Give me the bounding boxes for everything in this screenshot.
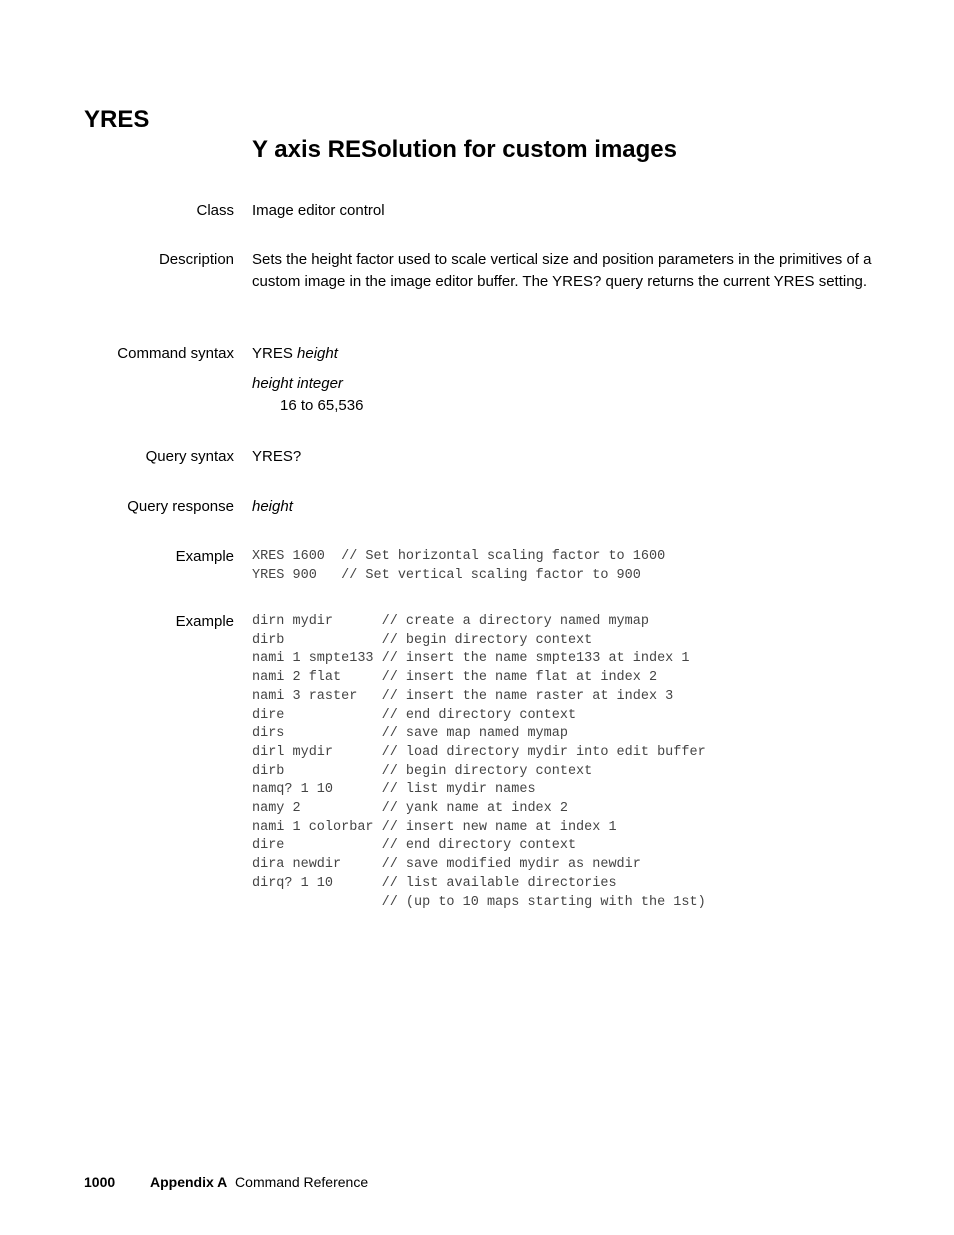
command-syntax-line [252,343,872,365]
command-syntax [252,343,872,417]
example-code-1: XRES 1600 // Set horizontal scaling factor to 1600 YRES 900 // Set vertical scaling factor to 900 [252,549,666,583]
command-title: Y axis RESolution for custom images [252,136,677,163]
query-syntax-label: Query syntax [145,448,234,465]
example-label-1: Example [175,548,234,565]
example-label-2: Example [175,613,234,630]
command-name: YRES [84,106,150,133]
footer-section: Command Reference [235,1174,369,1190]
param-definition [252,373,872,395]
description-text: Sets the height factor used to scale vertical size and position parameters in the primitives of a custom image in the image editor buffer. The YRES? query returns the current YRES setting. [252,251,872,290]
param-type: integer [297,375,343,392]
class-value: Image editor control [252,202,385,219]
param-range: 16 to 65,536 [280,397,364,414]
command-param: height [297,345,338,362]
page-footer [84,1172,368,1192]
command-keyword: YRES [252,345,293,362]
page-number: 1000 [84,1174,116,1190]
class-label: Class [196,202,234,219]
query-response: height [252,498,293,515]
param-name: height [252,375,293,392]
description-label: Description [158,251,234,268]
query-syntax: YRES? [252,448,302,465]
footer-appendix: Appendix A [150,1174,228,1190]
command-syntax-label: Command syntax [117,345,234,362]
query-response-label: Query response [127,498,234,515]
example-code-2: dirn mydir // create a directory named mymap dirb // begin directory context nami 1 smpte133 // insert the name smpte133 at index 1 nami 2 flat // insert the name flat at index 2 nami 3 raster // insert the name raster at index 3 dire // end directory context dirs // save map named mymap dirl mydir // load directory mydir into edit buffer dirb // begin directory context namq? 1 10 // list mydir names namy 2 // yank name at index 2 nami 1 colorbar // insert new name at index 1 dire // end directory context dira newdir // save modified mydir as newdir dirq? 1 10 // list available directories // (up to 10 maps starting with the 1st) [252,614,706,910]
